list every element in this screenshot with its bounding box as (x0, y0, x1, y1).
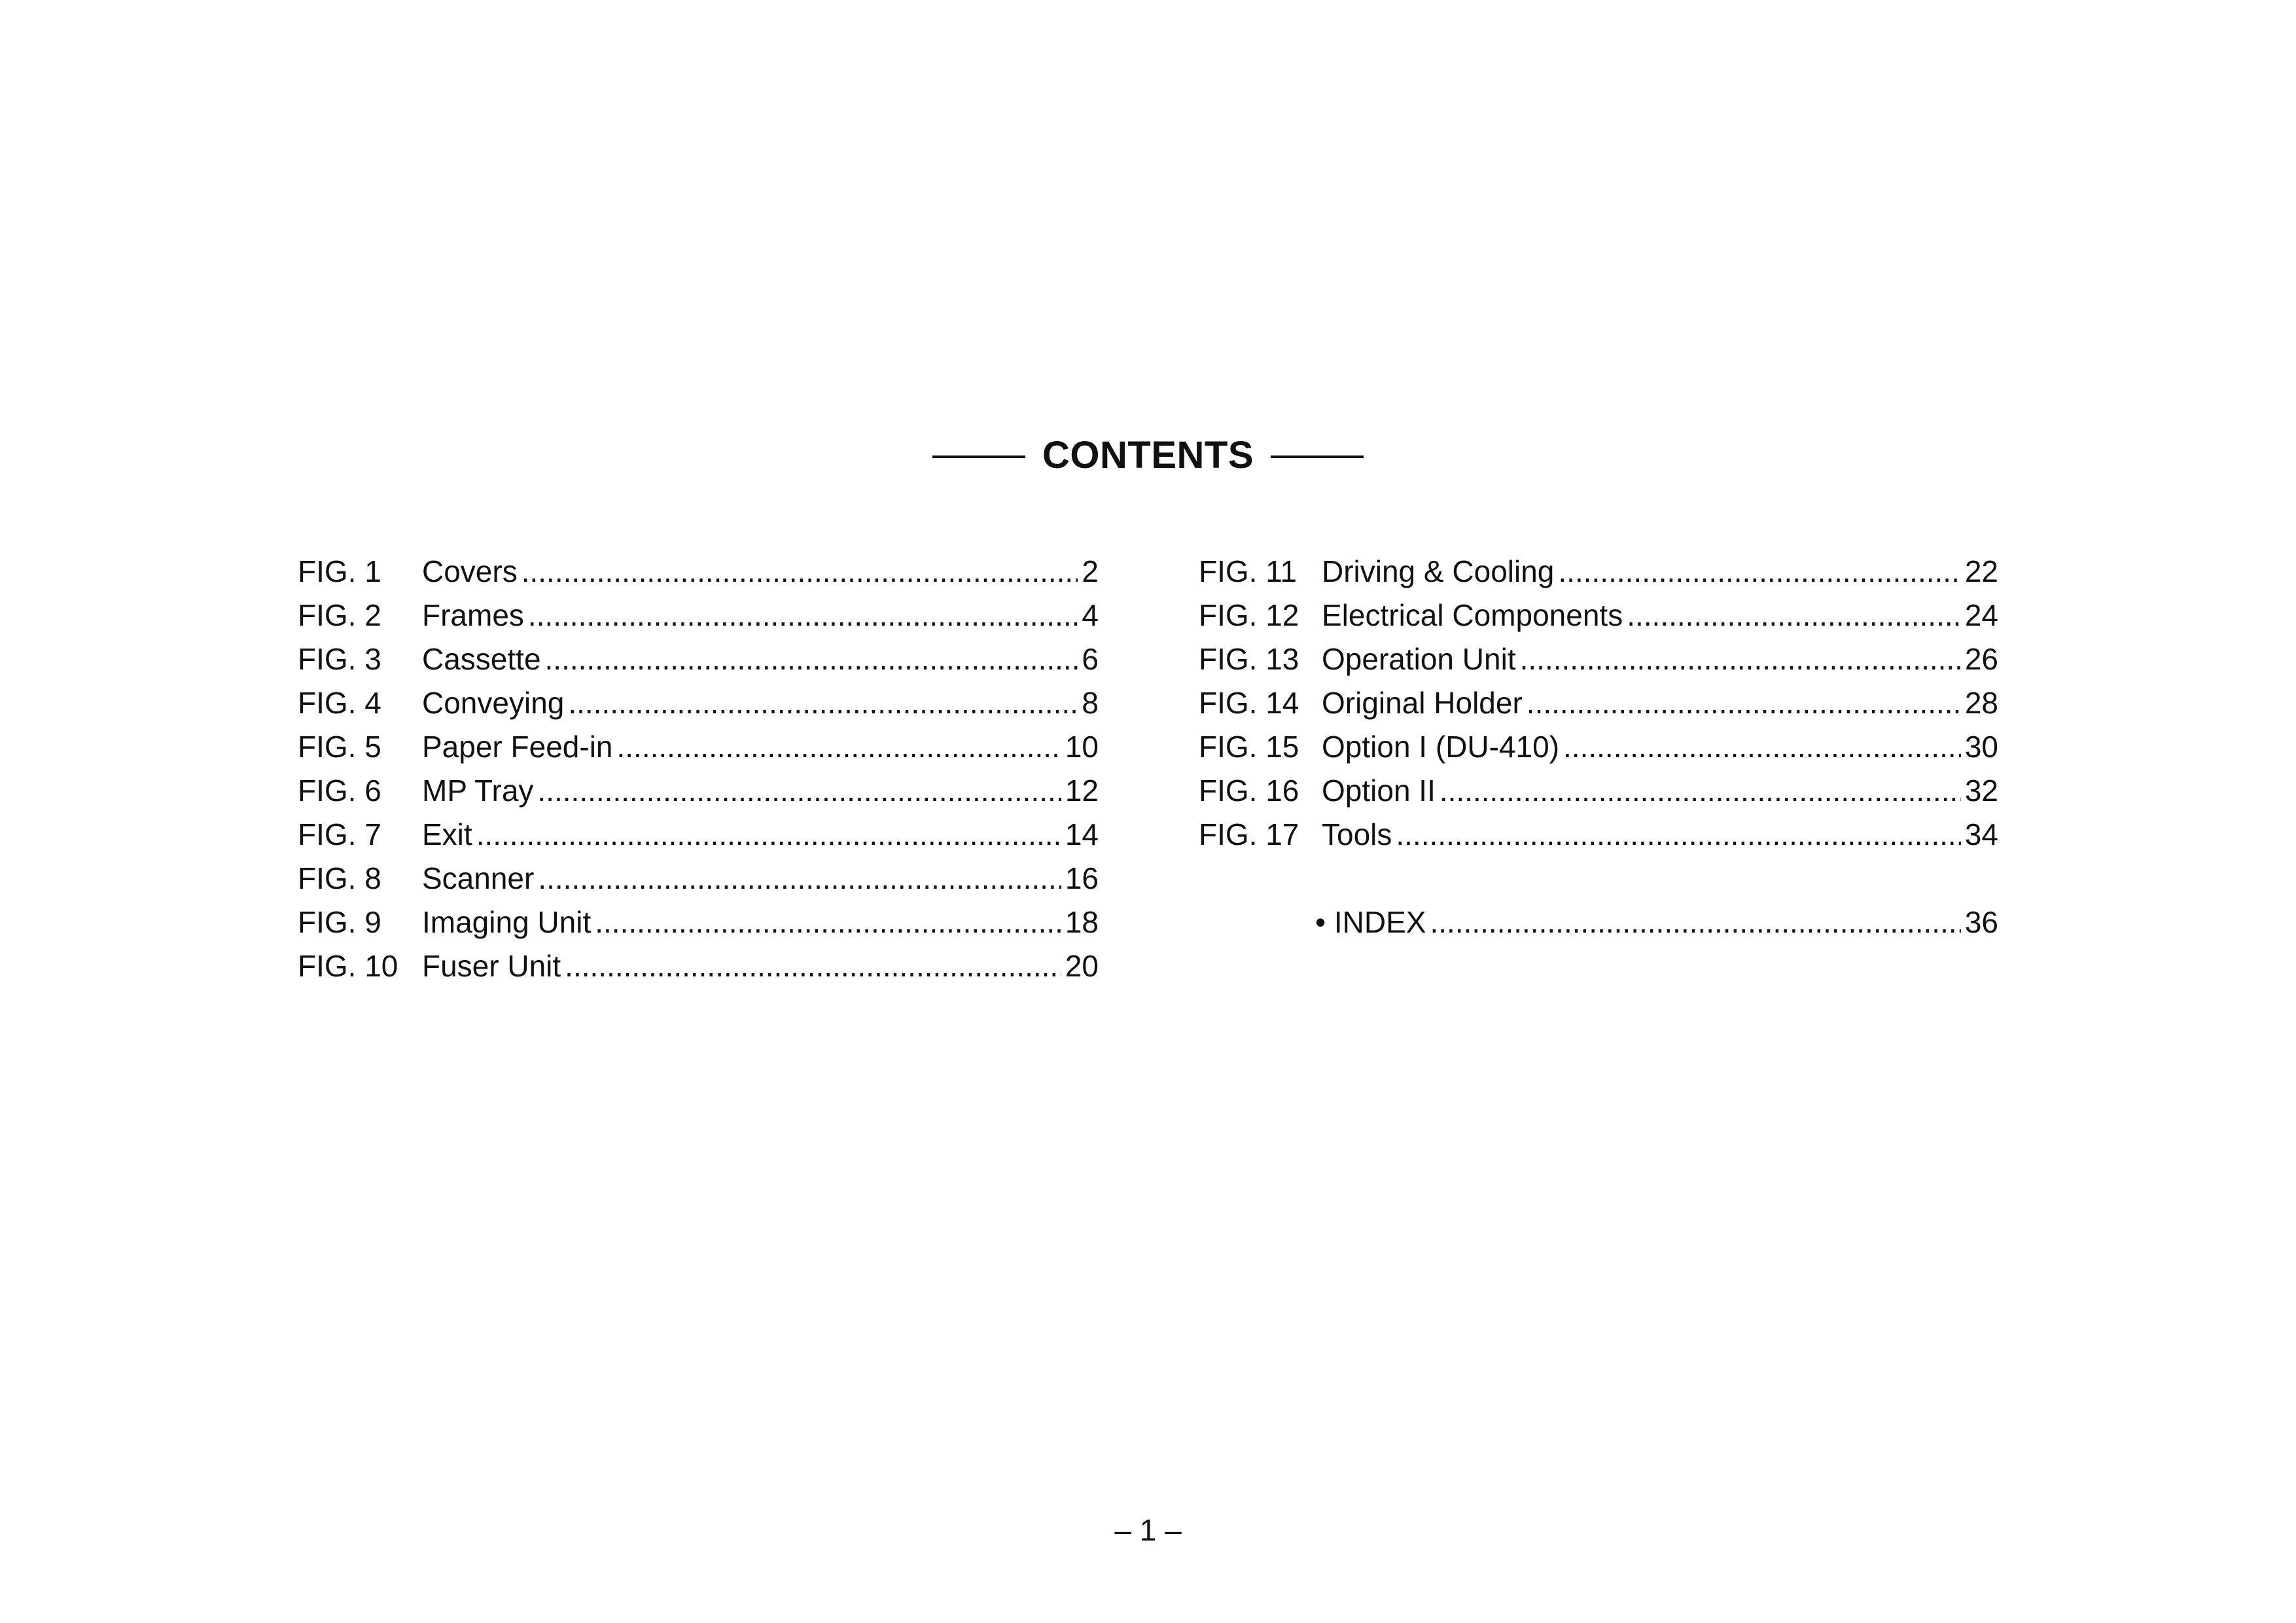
toc-page-number: 12 (1065, 774, 1099, 808)
toc-row[interactable] (1199, 637, 1998, 681)
toc-fig-number: FIG. 7 (298, 817, 381, 851)
toc-page-number: 30 (1964, 730, 1998, 764)
toc-entry-title: Cassette (422, 642, 541, 676)
dot-leader (1439, 769, 1961, 813)
toc-entry-title: Covers (422, 554, 518, 588)
dot-leader (1563, 725, 1961, 769)
toc-fig-number: FIG. 15 (1199, 730, 1299, 764)
toc-page-number: 8 (1082, 686, 1099, 720)
contents-heading (0, 429, 2296, 481)
dot-leader (521, 550, 1078, 594)
toc-fig-number: FIG. 12 (1199, 598, 1299, 632)
toc-page-number: 22 (1964, 554, 1998, 588)
page-title: CONTENTS (1042, 433, 1254, 476)
toc-fig-number: FIG. 4 (298, 686, 381, 720)
toc-fig-number: FIG. 17 (1199, 817, 1299, 851)
dot-leader (1430, 901, 1960, 944)
toc-fig-number: FIG. 14 (1199, 686, 1299, 720)
toc-row[interactable] (298, 637, 1099, 681)
toc-fig-number: FIG. 8 (298, 861, 381, 895)
toc-fig-number: FIG. 3 (298, 642, 381, 676)
toc-page-number: 6 (1082, 642, 1099, 676)
toc-page-number: 28 (1964, 686, 1998, 720)
toc-fig-number: FIG. 1 (298, 554, 381, 588)
dot-leader (595, 901, 1061, 944)
toc-row-index[interactable] (1199, 901, 1998, 944)
toc-entry-title: Imaging Unit (422, 905, 592, 939)
toc-entry-title: Fuser Unit (422, 949, 561, 983)
toc-entry-title: MP Tray (422, 774, 534, 808)
toc-fig-number: FIG. 13 (1199, 642, 1299, 676)
toc-page-number: 4 (1082, 598, 1099, 632)
toc-row[interactable] (1199, 725, 1998, 769)
dot-leader (568, 681, 1078, 725)
toc-entry-title: • INDEX (1315, 905, 1426, 939)
dot-leader (537, 769, 1061, 813)
toc-page-number: 20 (1065, 949, 1099, 983)
toc-row[interactable] (1199, 550, 1998, 594)
toc-row[interactable] (1199, 594, 1998, 637)
toc-page-number: 36 (1964, 905, 1998, 939)
toc-page-number: 32 (1964, 774, 1998, 808)
toc-row[interactable] (298, 681, 1099, 725)
toc-page-number: 34 (1964, 817, 1998, 851)
toc-entry-title: Exit (422, 817, 472, 851)
heading-right-rule (1271, 455, 1364, 458)
toc-entry-title: Driving & Cooling (1322, 554, 1555, 588)
toc-fig-number: FIG. 9 (298, 905, 381, 939)
contents-right-column (1199, 550, 1998, 944)
dot-leader (617, 725, 1061, 769)
toc-entry-title: Electrical Components (1322, 598, 1623, 632)
dot-leader (1527, 681, 1961, 725)
toc-entry-title: Tools (1322, 817, 1392, 851)
toc-entry-title: Option II (1322, 774, 1436, 808)
toc-row[interactable] (298, 944, 1099, 988)
toc-entry-title: Option I (DU-410) (1322, 730, 1560, 764)
dot-leader (1627, 594, 1961, 637)
toc-entry-title: Scanner (422, 861, 535, 895)
toc-row[interactable] (298, 901, 1099, 944)
toc-row[interactable] (1199, 769, 1998, 813)
toc-row[interactable] (298, 769, 1099, 813)
dot-leader (1558, 550, 1960, 594)
toc-entry-title: Original Holder (1322, 686, 1523, 720)
toc-fig-number: FIG. 2 (298, 598, 381, 632)
toc-row[interactable] (298, 725, 1099, 769)
toc-page-number: 14 (1065, 817, 1099, 851)
dot-leader (545, 637, 1078, 681)
contents-left-column (298, 550, 1099, 988)
dot-leader (528, 594, 1078, 637)
toc-fig-number: FIG. 5 (298, 730, 381, 764)
toc-entry-title: Conveying (422, 686, 565, 720)
toc-fig-number: FIG. 11 (1199, 554, 1297, 588)
toc-page-number: 16 (1065, 861, 1099, 895)
toc-row[interactable] (1199, 681, 1998, 725)
toc-page-number: 24 (1964, 598, 1998, 632)
toc-page-number: 26 (1964, 642, 1998, 676)
toc-page-number: 10 (1065, 730, 1099, 764)
toc-entry-title: Frames (422, 598, 524, 632)
heading-left-rule (932, 455, 1025, 458)
dot-leader (476, 813, 1061, 857)
page-number-footer: – 1 – (1114, 1513, 1182, 1547)
toc-row[interactable] (1199, 813, 1998, 857)
dot-leader (565, 944, 1061, 988)
toc-row[interactable] (298, 857, 1099, 901)
toc-row[interactable] (298, 594, 1099, 637)
dot-leader (1520, 637, 1961, 681)
dot-leader (1396, 813, 1960, 857)
spacer (1199, 857, 1998, 901)
toc-row[interactable] (298, 813, 1099, 857)
toc-entry-title: Paper Feed-in (422, 730, 613, 764)
toc-fig-number: FIG. 6 (298, 774, 381, 808)
toc-entry-title: Operation Unit (1322, 642, 1516, 676)
dot-leader (538, 857, 1061, 901)
toc-page-number: 2 (1082, 554, 1099, 588)
toc-row[interactable] (298, 550, 1099, 594)
toc-fig-number: FIG. 16 (1199, 774, 1299, 808)
toc-page-number: 18 (1065, 905, 1099, 939)
toc-fig-number: FIG. 10 (298, 949, 398, 983)
